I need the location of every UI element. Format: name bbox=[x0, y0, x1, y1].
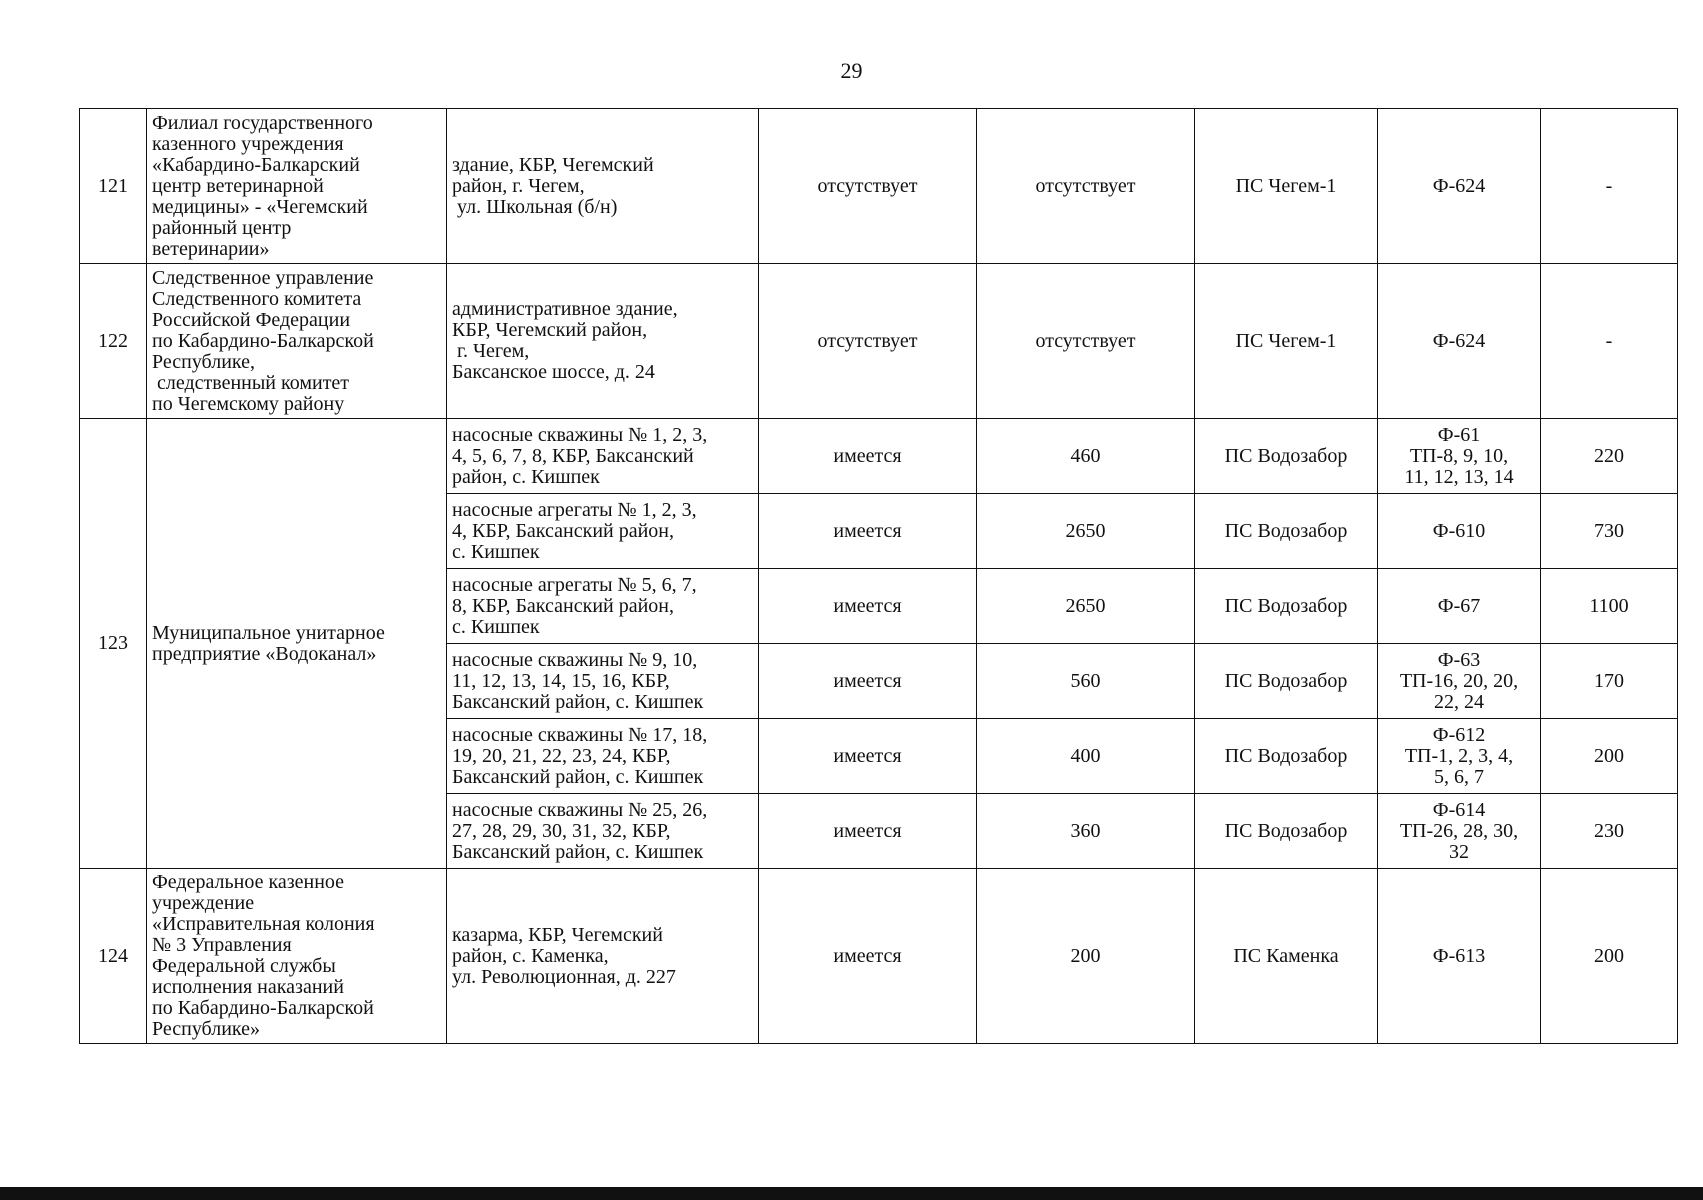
organization-cell bbox=[147, 264, 447, 419]
power-cell: 2650 bbox=[977, 494, 1195, 569]
organization-line: казенного учреждения bbox=[152, 132, 344, 155]
substation-cell: ПС Каменка bbox=[1195, 869, 1378, 1044]
power-cell: отсутствует bbox=[977, 264, 1195, 419]
status-cell: имеется bbox=[759, 494, 977, 569]
feeder-line: Ф-61 bbox=[1437, 423, 1481, 446]
power-cell: 2650 bbox=[977, 569, 1195, 644]
feeder-line: 32 bbox=[1449, 840, 1469, 863]
object-line: 27, 28, 29, 30, 31, 32, КБР, bbox=[452, 819, 671, 842]
object-line: район, с. Кишпек bbox=[452, 465, 600, 488]
feeder-cell bbox=[1378, 569, 1541, 644]
object-line: административное здание, bbox=[452, 298, 678, 320]
organization-line: следственный комитет bbox=[152, 371, 350, 394]
power-cell: 400 bbox=[977, 719, 1195, 794]
feeder-cell bbox=[1378, 419, 1541, 494]
object-cell bbox=[447, 794, 759, 869]
substation-cell: ПС Водозабор bbox=[1195, 719, 1378, 794]
object-cell bbox=[447, 569, 759, 644]
value-cell: 730 bbox=[1541, 494, 1678, 569]
object-cell bbox=[447, 109, 759, 264]
feeder-cell bbox=[1378, 494, 1541, 569]
table-row bbox=[80, 419, 1678, 494]
row-number: 123 bbox=[80, 419, 147, 869]
value-cell: - bbox=[1541, 109, 1678, 264]
row-number: 121 bbox=[80, 109, 147, 264]
scan-bottom-bar bbox=[0, 1187, 1703, 1200]
organization-line: Следственное управление bbox=[152, 266, 374, 289]
object-line: насосные скважины № 9, 10, bbox=[452, 648, 698, 671]
organization-line: по Чегемскому району bbox=[152, 392, 345, 415]
feeder-cell bbox=[1378, 869, 1541, 1044]
substation-cell: ПС Водозабор bbox=[1195, 494, 1378, 569]
status-cell: отсутствует bbox=[759, 264, 977, 419]
object-line: 19, 20, 21, 22, 23, 24, КБР, bbox=[452, 744, 671, 767]
organization-cell bbox=[147, 109, 447, 264]
object-line: 4, КБР, Баксанский район, bbox=[452, 519, 675, 542]
organization-line: № 3 Управления bbox=[152, 934, 292, 956]
row-number: 122 bbox=[80, 264, 147, 419]
organization-line: Федеральной службы bbox=[152, 955, 336, 977]
object-cell bbox=[447, 494, 759, 569]
organization-line: по Кабардино-Балкарской bbox=[152, 997, 374, 1019]
organization-line: «Кабардино-Балкарский bbox=[152, 153, 360, 176]
organization-line: Российской Федерации bbox=[152, 308, 351, 331]
object-cell bbox=[447, 869, 759, 1044]
feeder-line: Ф-624 bbox=[1432, 329, 1486, 352]
organization-line: медицины» - «Чегемский bbox=[152, 195, 368, 218]
object-line: насосные агрегаты № 5, 6, 7, bbox=[452, 573, 697, 596]
object-line: район, с. Каменка, bbox=[452, 944, 609, 967]
object-line: г. Чегем, bbox=[452, 340, 530, 362]
organization-line: исполнения наказаний bbox=[152, 976, 344, 998]
feeder-line: Ф-63 bbox=[1437, 648, 1481, 671]
object-line: Баксанский район, с. Кишпек bbox=[452, 765, 704, 788]
feeder-line: Ф-624 bbox=[1432, 174, 1486, 197]
organization-line: Муниципальное унитарное bbox=[152, 621, 385, 644]
substation-cell: ПС Водозабор bbox=[1195, 419, 1378, 494]
value-cell: 170 bbox=[1541, 644, 1678, 719]
substation-cell: ПС Водозабор bbox=[1195, 644, 1378, 719]
power-cell: 360 bbox=[977, 794, 1195, 869]
object-line: КБР, Чегемский район, bbox=[452, 319, 648, 341]
organization-line: Республике, bbox=[152, 350, 256, 373]
organization-line: «Исправительная колония bbox=[152, 913, 375, 935]
table-row bbox=[80, 869, 1678, 1044]
value-cell: 1100 bbox=[1541, 569, 1678, 644]
feeder-cell bbox=[1378, 794, 1541, 869]
status-cell: имеется bbox=[759, 419, 977, 494]
object-line: Баксанское шоссе, д. 24 bbox=[452, 361, 655, 383]
object-line: здание, КБР, Чегемский bbox=[452, 153, 654, 176]
organization-line: ветеринарии» bbox=[152, 237, 270, 260]
organization-line: Следственного комитета bbox=[152, 287, 362, 310]
object-cell bbox=[447, 719, 759, 794]
value-cell: 200 bbox=[1541, 869, 1678, 1044]
feeder-line: Ф-610 bbox=[1432, 519, 1486, 542]
organization-line: районный центр bbox=[152, 216, 292, 239]
organization-cell bbox=[147, 419, 447, 869]
object-line: с. Кишпек bbox=[452, 540, 540, 563]
feeder-line: Ф-612 bbox=[1432, 723, 1486, 746]
object-line: Баксанский район, с. Кишпек bbox=[452, 840, 704, 863]
object-cell bbox=[447, 264, 759, 419]
feeder-line: ТП-1, 2, 3, 4, bbox=[1404, 744, 1514, 767]
feeder-line: 5, 6, 7 bbox=[1434, 765, 1484, 788]
feeder-cell bbox=[1378, 109, 1541, 264]
power-cell: 560 bbox=[977, 644, 1195, 719]
feeder-cell bbox=[1378, 264, 1541, 419]
facilities-table bbox=[79, 108, 1678, 1044]
object-line: казарма, КБР, Чегемский bbox=[452, 923, 663, 946]
value-cell: - bbox=[1541, 264, 1678, 419]
object-line: район, г. Чегем, bbox=[452, 174, 585, 197]
feeder-line: 11, 12, 13, 14 bbox=[1404, 465, 1514, 488]
table-row bbox=[80, 109, 1678, 264]
feeder-line: Ф-614 bbox=[1432, 798, 1486, 821]
object-line: насосные скважины № 1, 2, 3, bbox=[452, 423, 708, 446]
feeder-line: ТП-16, 20, 20, bbox=[1399, 669, 1519, 692]
object-cell bbox=[447, 644, 759, 719]
power-cell: отсутствует bbox=[977, 109, 1195, 264]
value-cell: 200 bbox=[1541, 719, 1678, 794]
status-cell: имеется bbox=[759, 644, 977, 719]
substation-cell: ПС Чегем-1 bbox=[1195, 264, 1378, 419]
power-cell: 200 bbox=[977, 869, 1195, 1044]
feeder-line: ТП-8, 9, 10, bbox=[1409, 444, 1509, 467]
object-line: насосные скважины № 25, 26, bbox=[452, 798, 708, 821]
organization-line: предприятие «Водоканал» bbox=[152, 642, 377, 665]
substation-cell: ПС Водозабор bbox=[1195, 794, 1378, 869]
object-line: 8, КБР, Баксанский район, bbox=[452, 594, 675, 617]
object-line: ул. Революционная, д. 227 bbox=[452, 965, 676, 988]
power-cell: 460 bbox=[977, 419, 1195, 494]
substation-cell: ПС Чегем-1 bbox=[1195, 109, 1378, 264]
object-line: 4, 5, 6, 7, 8, КБР, Баксанский bbox=[452, 444, 694, 467]
status-cell: отсутствует bbox=[759, 109, 977, 264]
value-cell: 230 bbox=[1541, 794, 1678, 869]
object-cell bbox=[447, 419, 759, 494]
object-line: насосные скважины № 17, 18, bbox=[452, 723, 708, 746]
organization-line: Филиал государственного bbox=[152, 111, 373, 134]
organization-line: центр ветеринарной bbox=[152, 174, 324, 197]
substation-cell: ПС Водозабор bbox=[1195, 569, 1378, 644]
feeder-line: Ф-67 bbox=[1437, 594, 1481, 617]
feeder-cell bbox=[1378, 719, 1541, 794]
object-line: насосные агрегаты № 1, 2, 3, bbox=[452, 498, 697, 521]
value-cell: 220 bbox=[1541, 419, 1678, 494]
status-cell: имеется bbox=[759, 869, 977, 1044]
row-number: 124 bbox=[80, 869, 147, 1044]
object-line: Баксанский район, с. Кишпек bbox=[452, 690, 704, 713]
organization-line: Федеральное казенное bbox=[152, 871, 345, 893]
status-cell: имеется bbox=[759, 794, 977, 869]
feeder-line: 22, 24 bbox=[1434, 690, 1484, 713]
feeder-cell bbox=[1378, 644, 1541, 719]
organization-line: по Кабардино-Балкарской bbox=[152, 329, 374, 352]
status-cell: имеется bbox=[759, 569, 977, 644]
feeder-line: ТП-26, 28, 30, bbox=[1399, 819, 1519, 842]
page-number: 29 bbox=[840, 58, 863, 83]
object-line: 11, 12, 13, 14, 15, 16, КБР, bbox=[452, 669, 670, 692]
object-line: ул. Школьная (б/н) bbox=[452, 195, 618, 218]
organization-cell bbox=[147, 869, 447, 1044]
organization-line: учреждение bbox=[152, 892, 255, 914]
feeder-line: Ф-613 bbox=[1432, 944, 1486, 967]
object-line: с. Кишпек bbox=[452, 615, 540, 638]
organization-line: Республике» bbox=[152, 1018, 261, 1040]
status-cell: имеется bbox=[759, 719, 977, 794]
table-row bbox=[80, 264, 1678, 419]
